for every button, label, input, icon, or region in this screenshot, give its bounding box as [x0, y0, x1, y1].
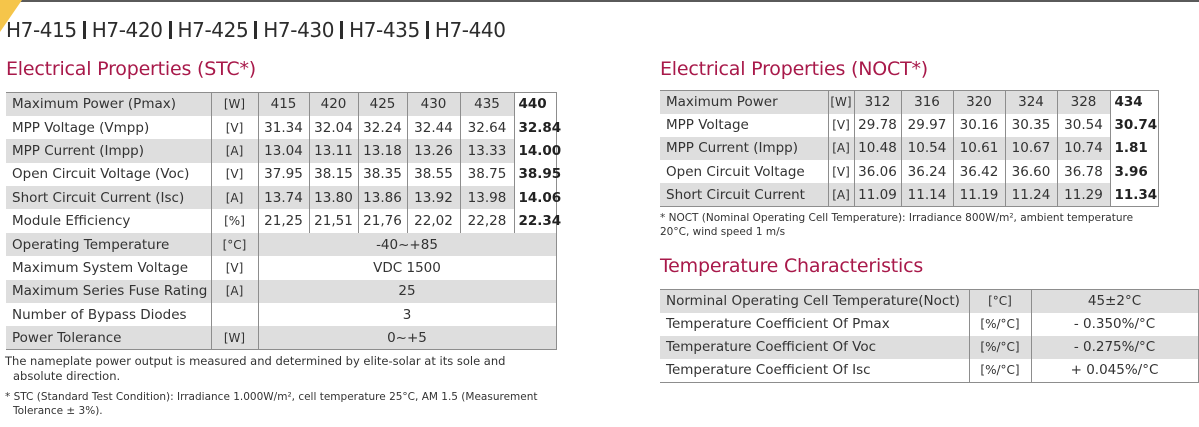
row-value: 316 — [901, 91, 953, 114]
row-label: Open Circuit Voltage (Voc) — [6, 163, 211, 186]
table-row — [660, 183, 1158, 206]
table-row — [6, 186, 556, 209]
row-value: 13.11 — [309, 139, 358, 162]
row-unit: [V] — [211, 163, 258, 186]
row-value: 32.04 — [309, 116, 358, 139]
row-label: Maximum System Voltage — [6, 256, 211, 279]
row-value-last: 3.96 — [1110, 160, 1158, 183]
row-label: MPP Current (Impp) — [660, 137, 828, 160]
row-label: MPP Current (Impp) — [6, 139, 211, 162]
row-unit: [%/°C] — [969, 359, 1031, 382]
note-line: absolute direction. — [13, 369, 121, 383]
row-value: 31.34 — [258, 116, 309, 139]
row-label: Short Circuit Current (Isc) — [6, 186, 211, 209]
table-row — [6, 326, 556, 349]
row-value-last: 30.74 — [1110, 114, 1158, 137]
table-row — [6, 233, 556, 256]
row-value: 10.67 — [1005, 137, 1057, 160]
stc-heading: Electrical Properties (STC*) — [6, 58, 256, 80]
row-value: 430 — [407, 93, 460, 116]
row-value: 37.95 — [258, 163, 309, 186]
row-unit: [A] — [828, 137, 854, 160]
row-value: 10.74 — [1057, 137, 1110, 160]
row-label: Open Circuit Voltage — [660, 160, 828, 183]
row-value: -40~+85 — [258, 233, 556, 256]
row-value-last: 434 — [1110, 91, 1158, 114]
row-value: 22,02 — [407, 209, 460, 232]
table-row — [660, 137, 1158, 160]
row-value: 13.92 — [407, 186, 460, 209]
row-value: 13.86 — [358, 186, 407, 209]
row-unit: [A] — [828, 183, 854, 206]
row-value: 36.24 — [901, 160, 953, 183]
row-value: 38.75 — [460, 163, 514, 186]
temperature-heading: Temperature Characteristics — [660, 255, 924, 277]
table-row — [660, 336, 1198, 359]
row-label: Number of Bypass Diodes — [6, 303, 211, 326]
row-value: 29.78 — [854, 114, 901, 137]
separator — [83, 21, 86, 39]
stc-table — [6, 92, 562, 350]
row-value-440: 38.95 — [514, 163, 556, 186]
row-value: 13.33 — [460, 139, 514, 162]
row-value: 435 — [460, 93, 514, 116]
row-label: Maximum Power — [660, 91, 828, 114]
row-value-440: 14.00 — [514, 139, 556, 162]
separator — [169, 21, 172, 39]
table-row — [6, 209, 556, 232]
table-row — [660, 91, 1158, 114]
row-value-last: 1.81 — [1110, 137, 1158, 160]
row-value: 22,28 — [460, 209, 514, 232]
row-value: 10.54 — [901, 137, 953, 160]
table-row — [660, 359, 1198, 382]
row-unit: [A] — [211, 280, 258, 303]
row-unit: [W] — [211, 93, 258, 116]
row-value: 38.35 — [358, 163, 407, 186]
row-value: 13.74 — [258, 186, 309, 209]
row-label: Maximum Series Fuse Rating — [6, 280, 211, 303]
table-row — [660, 160, 1158, 183]
model-name: H7-420 — [91, 18, 163, 42]
note-line: 20°C, wind speed 1 m/s — [660, 226, 786, 238]
row-value: 38.15 — [309, 163, 358, 186]
row-label: MPP Voltage (Vmpp) — [6, 116, 211, 139]
row-value: 11.29 — [1057, 183, 1110, 206]
row-value: 11.24 — [1005, 183, 1057, 206]
row-value-440: 14.06 — [514, 186, 556, 209]
row-value: 11.09 — [854, 183, 901, 206]
row-value: 10.61 — [953, 137, 1005, 160]
table-row — [660, 290, 1198, 313]
nameplate-note — [5, 354, 505, 384]
row-value: VDC 1500 — [258, 256, 556, 279]
note-line: * NOCT (Nominal Operating Cell Temperature): Irradiance 800W/m², ambient temperature — [660, 212, 1134, 224]
top-rule — [0, 0, 1199, 2]
model-list — [6, 18, 506, 42]
model-name: H7-425 — [177, 18, 249, 42]
row-unit — [211, 303, 258, 326]
table-row — [6, 280, 556, 303]
model-name: H7-430 — [263, 18, 335, 42]
row-value: + 0.045%/°C — [1031, 359, 1198, 382]
row-value: 415 — [258, 93, 309, 116]
row-unit: [A] — [211, 139, 258, 162]
row-unit: [A] — [211, 186, 258, 209]
row-value: 30.35 — [1005, 114, 1057, 137]
row-value: 30.54 — [1057, 114, 1110, 137]
row-value: 425 — [358, 93, 407, 116]
row-unit: [V] — [828, 160, 854, 183]
row-value: 32.24 — [358, 116, 407, 139]
row-value: 3 — [258, 303, 556, 326]
row-label: Temperature Coefficient Of Voc — [660, 336, 969, 359]
noct-table — [660, 90, 1159, 207]
table-row — [6, 256, 556, 279]
row-value: 11.14 — [901, 183, 953, 206]
separator — [426, 21, 429, 39]
model-name: H7-415 — [6, 18, 77, 42]
row-unit: [%/°C] — [969, 336, 1031, 359]
row-unit: [%] — [211, 209, 258, 232]
row-value-440: 22.34 — [514, 209, 556, 232]
row-label: Module Efficiency — [6, 209, 211, 232]
row-unit: [V] — [211, 116, 258, 139]
row-value: 13.18 — [358, 139, 407, 162]
row-label: Operating Temperature — [6, 233, 211, 256]
row-unit: [°C] — [969, 290, 1031, 313]
note-line: * STC (Standard Test Condition): Irradiance 1.000W/m², cell temperature 25°C, AM 1.5 (Measurement — [5, 391, 538, 403]
row-value: 312 — [854, 91, 901, 114]
row-unit: [W] — [828, 91, 854, 114]
table-row — [6, 116, 556, 139]
table-row — [660, 313, 1198, 336]
row-unit: [°C] — [211, 233, 258, 256]
row-value: 25 — [258, 280, 556, 303]
row-value: 13.26 — [407, 139, 460, 162]
row-label: Power Tolerance — [6, 326, 211, 349]
note-line: Tolerance ± 3%). — [13, 405, 103, 417]
row-value: 0~+5 — [258, 326, 556, 349]
row-label: Temperature Coefficient Of Isc — [660, 359, 969, 382]
noct-footnote — [660, 211, 1133, 239]
row-value-440: 440 — [514, 93, 556, 116]
row-value-last: 11.34 — [1110, 183, 1158, 206]
stc-footnote — [5, 390, 538, 418]
noct-heading: Electrical Properties (NOCT*) — [660, 58, 928, 80]
row-label: Temperature Coefficient Of Pmax — [660, 313, 969, 336]
row-value: 420 — [309, 93, 358, 116]
row-value-440: 32.84 — [514, 116, 556, 139]
row-value: 32.64 — [460, 116, 514, 139]
row-value: 320 — [953, 91, 1005, 114]
table-row — [6, 303, 556, 326]
row-value: 36.42 — [953, 160, 1005, 183]
row-value: 13.04 — [258, 139, 309, 162]
row-value: 11.19 — [953, 183, 1005, 206]
table-row — [660, 114, 1158, 137]
row-value: 38.55 — [407, 163, 460, 186]
row-label: Norminal Operating Cell Temperature(Noct) — [660, 290, 969, 313]
row-value: 13.98 — [460, 186, 514, 209]
row-label: MPP Voltage — [660, 114, 828, 137]
row-value: 10.48 — [854, 137, 901, 160]
separator — [254, 21, 257, 39]
row-label: Maximum Power (Pmax) — [6, 93, 211, 116]
row-value: 324 — [1005, 91, 1057, 114]
row-value: 21,76 — [358, 209, 407, 232]
row-value: - 0.350%/°C — [1031, 313, 1198, 336]
row-value: 36.06 — [854, 160, 901, 183]
table-row — [6, 163, 556, 186]
row-value: 36.60 — [1005, 160, 1057, 183]
row-value: 32.44 — [407, 116, 460, 139]
row-value: 328 — [1057, 91, 1110, 114]
row-unit: [V] — [828, 114, 854, 137]
row-value: 29.97 — [901, 114, 953, 137]
row-value: 21,25 — [258, 209, 309, 232]
row-value: 45±2°C — [1031, 290, 1198, 313]
row-value: 30.16 — [953, 114, 1005, 137]
separator — [340, 21, 343, 39]
row-value: 36.78 — [1057, 160, 1110, 183]
row-value: 13.80 — [309, 186, 358, 209]
row-value: 21,51 — [309, 209, 358, 232]
note-line: The nameplate power output is measured and determined by elite-solar at its sole and — [5, 354, 506, 368]
temperature-table — [660, 289, 1199, 383]
row-unit: [W] — [211, 326, 258, 349]
row-unit: [V] — [211, 256, 258, 279]
row-value: - 0.275%/°C — [1031, 336, 1198, 359]
row-label: Short Circuit Current — [660, 183, 828, 206]
row-unit: [%/°C] — [969, 313, 1031, 336]
model-name: H7-440 — [434, 18, 506, 42]
table-row — [6, 93, 556, 116]
table-row — [6, 139, 556, 162]
model-name: H7-435 — [349, 18, 420, 42]
